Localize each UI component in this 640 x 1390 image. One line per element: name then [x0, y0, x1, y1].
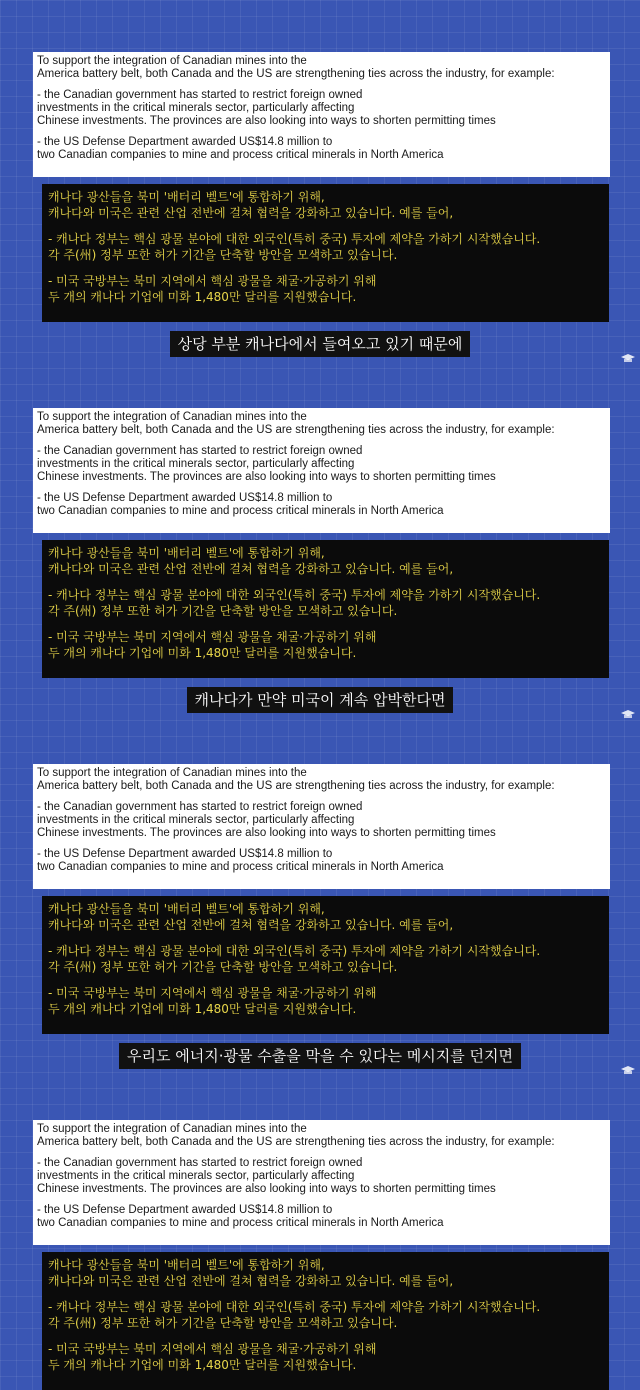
english-bullet-canada: - the Canadian government has started to restrict foreign owned investments in the critical minerals sector, particularly affecting Chinese investments. The provinces are also looking into ways to shorten permitting times: [37, 89, 496, 127]
korean-bullet-us: - 미국 국방부는 북미 지역에서 핵심 광물을 채굴·가공하기 위해 두 개의 캐나다 기업에 미화 1,480만 달러를 지원했습니다.: [48, 274, 377, 304]
english-bullet-us: - the US Defense Department awarded US$14.8 million to two Canadian companies to mine and process critical minerals in North America: [37, 136, 444, 161]
english-intro: To support the integration of Canadian mines into the America battery belt, both Canada and the US are strengthening ties across the industry, for example:: [37, 1123, 555, 1148]
english-intro: To support the integration of Canadian mines into the America battery belt, both Canada and the US are strengthening ties across the industry, for example:: [37, 767, 555, 792]
english-bullet-us: - the US Defense Department awarded US$14.8 million to two Canadian companies to mine and process critical minerals in North America: [37, 848, 444, 873]
korean-bullet-canada: - 캐나다 정부는 핵심 광물 분야에 대한 외국인(특히 중국) 투자에 제약을 가하기 시작했습니다. 각 주(州) 정부 또한 허가 기간을 단축할 방안을 모색하고 있습니다.: [48, 232, 541, 262]
korean-bullet-canada: - 캐나다 정부는 핵심 광물 분야에 대한 외국인(특히 중국) 투자에 제약을 가하기 시작했습니다. 각 주(州) 정부 또한 허가 기간을 단축할 방안을 모색하고 있습니다.: [48, 944, 541, 974]
english-bullet-us: - the US Defense Department awarded US$14.8 million to two Canadian companies to mine and process critical minerals in North America: [37, 1204, 444, 1229]
english-bullet-canada: - the Canadian government has started to restrict foreign owned investments in the critical minerals sector, particularly affecting Chinese investments. The provinces are also looking into ways to shorten permitting times: [37, 445, 496, 483]
english-bullet-us: - the US Defense Department awarded US$14.8 million to two Canadian companies to mine and process critical minerals in North America: [37, 492, 444, 517]
caption-text: 캐나다가 만약 미국이 계속 압박한다면: [187, 687, 454, 713]
video-frame-2: [0, 356, 640, 712]
korean-translation-panel: [42, 540, 609, 678]
korean-intro: 캐나다 광산들을 북미 '배터리 벨트'에 통합하기 위해, 캐나다와 미국은 관련 산업 전반에 걸쳐 협력을 강화하고 있습니다. 예를 들어,: [48, 546, 454, 576]
caption-text: 상당 부분 캐나다에서 들여오고 있기 때문에: [170, 331, 471, 357]
video-frame-3: [0, 712, 640, 1068]
korean-bullet-us: - 미국 국방부는 북미 지역에서 핵심 광물을 채굴·가공하기 위해 두 개의 캐나다 기업에 미화 1,480만 달러를 지원했습니다.: [48, 630, 377, 660]
english-intro: To support the integration of Canadian mines into the America battery belt, both Canada and the US are strengthening ties across the industry, for example:: [37, 55, 555, 80]
english-bullet-canada: - the Canadian government has started to restrict foreign owned investments in the critical minerals sector, particularly affecting Chinese investments. The provinces are also looking into ways to shorten permitting times: [37, 801, 496, 839]
english-text-panel: [33, 52, 610, 177]
korean-translation-panel: [42, 896, 609, 1034]
subtitle-caption: [0, 687, 640, 713]
english-text-panel: [33, 408, 610, 533]
caption-text: 우리도 에너지·광물 수출을 막을 수 있다는 메시지를 던지면: [119, 1043, 521, 1069]
english-text-panel: [33, 764, 610, 889]
video-frame-4: [0, 1068, 640, 1372]
korean-intro: 캐나다 광산들을 북미 '배터리 벨트'에 통합하기 위해, 캐나다와 미국은 관련 산업 전반에 걸쳐 협력을 강화하고 있습니다. 예를 들어,: [48, 190, 454, 220]
korean-bullet-canada: - 캐나다 정부는 핵심 광물 분야에 대한 외국인(특히 중국) 투자에 제약을 가하기 시작했습니다. 각 주(州) 정부 또한 허가 기간을 단축할 방안을 모색하고 있습니다.: [48, 588, 541, 618]
korean-bullet-us: - 미국 국방부는 북미 지역에서 핵심 광물을 채굴·가공하기 위해 두 개의 캐나다 기업에 미화 1,480만 달러를 지원했습니다.: [48, 986, 377, 1016]
video-frame-1: [0, 0, 640, 356]
korean-translation-panel: [42, 1252, 609, 1390]
korean-intro: 캐나다 광산들을 북미 '배터리 벨트'에 통합하기 위해, 캐나다와 미국은 관련 산업 전반에 걸쳐 협력을 강화하고 있습니다. 예를 들어,: [48, 1258, 454, 1288]
english-bullet-canada: - the Canadian government has started to restrict foreign owned investments in the critical minerals sector, particularly affecting Chinese investments. The provinces are also looking into ways to shorten permitting times: [37, 1157, 496, 1195]
english-text-panel: [33, 1120, 610, 1245]
korean-translation-panel: [42, 184, 609, 322]
english-intro: To support the integration of Canadian mines into the America battery belt, both Canada and the US are strengthening ties across the industry, for example:: [37, 411, 555, 436]
subtitle-caption: [0, 1043, 640, 1069]
korean-intro: 캐나다 광산들을 북미 '배터리 벨트'에 통합하기 위해, 캐나다와 미국은 관련 산업 전반에 걸쳐 협력을 강화하고 있습니다. 예를 들어,: [48, 902, 454, 932]
korean-bullet-canada: - 캐나다 정부는 핵심 광물 분야에 대한 외국인(특히 중국) 투자에 제약을 가하기 시작했습니다. 각 주(州) 정부 또한 허가 기간을 단축할 방안을 모색하고 있습니다.: [48, 1300, 541, 1330]
subtitle-caption: [0, 331, 640, 357]
korean-bullet-us: - 미국 국방부는 북미 지역에서 핵심 광물을 채굴·가공하기 위해 두 개의 캐나다 기업에 미화 1,480만 달러를 지원했습니다.: [48, 1342, 377, 1372]
